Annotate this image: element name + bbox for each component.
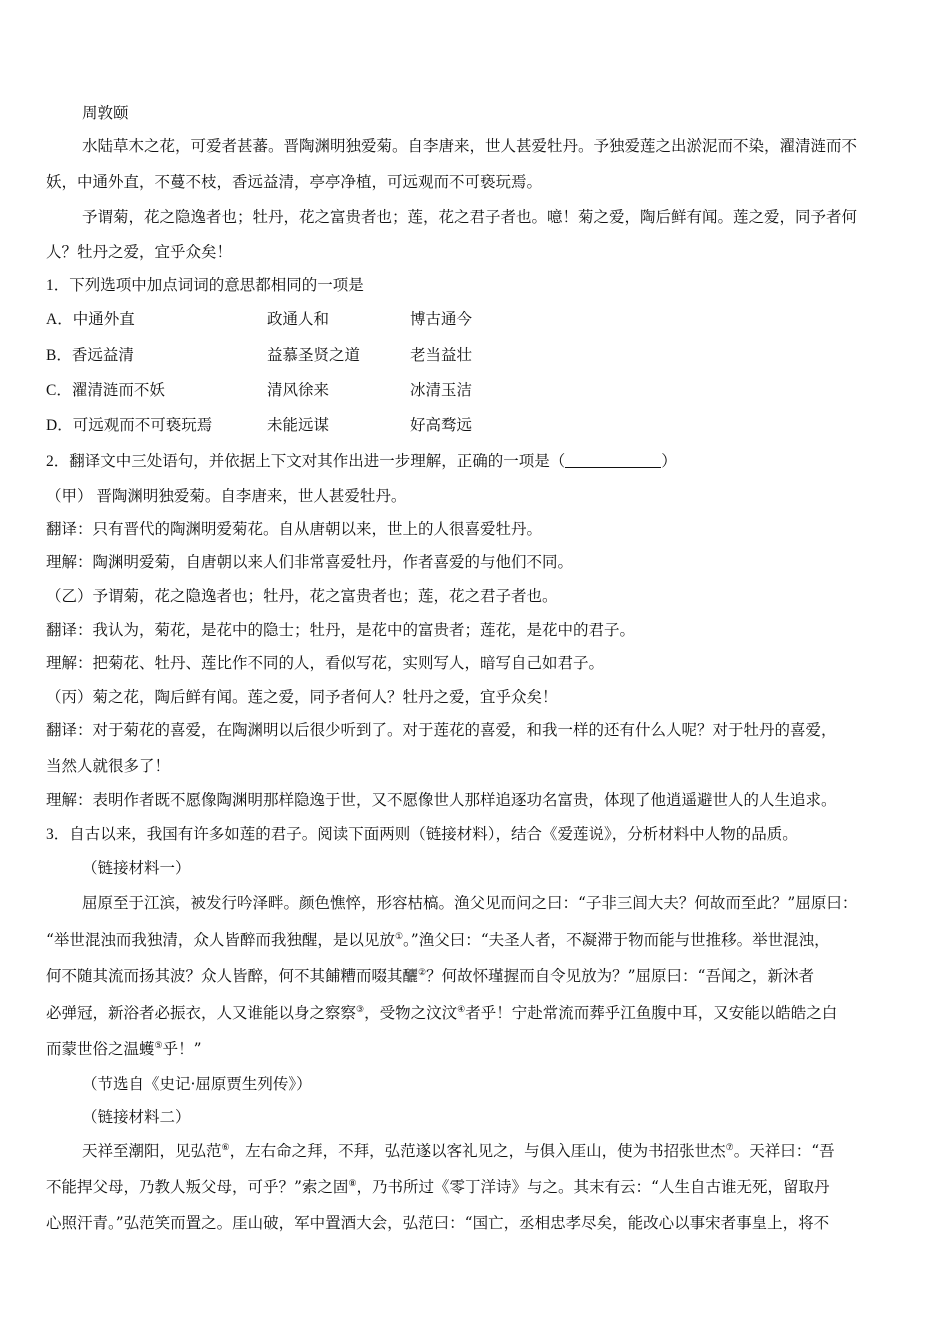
- question-3-stem: 3．自古以来，我国有许多如莲的君子。阅读下面两则（链接材料），结合《爱莲说》，分析材料中人物的品质。: [46, 826, 798, 843]
- q2-sentence-a: （甲） 晋陶渊明独爱菊。自李唐来，世人甚爱牡丹。: [46, 488, 407, 505]
- q2-translation-a: 翻译：只有晋代的陶渊明爱菊花。自从唐朝以来，世上的人很喜爱牡丹。: [46, 521, 543, 538]
- material-2-line: 天祥至潮阳，见弘范⑥，左右命之拜，不拜，弘范遂以客礼见之，与俱入厓山，使为书招张世杰⑦。天祥曰：“吾: [82, 1142, 835, 1160]
- poem-line: 妖，中通外直，不蔓不枝，香远益清，亭亭净植，可远观而不可亵玩焉。: [46, 173, 543, 191]
- answer-blank[interactable]: [565, 453, 661, 468]
- material-2-title: （链接材料二）: [82, 1108, 191, 1126]
- q2-understanding-c: 理解：表明作者既不愿像陶渊明那样隐逸于世，又不愿像世人那样追逐功名富贵，体现了他逍遥避世人的人生追求。: [46, 792, 837, 809]
- q2-translation-c: 翻译：对于菊花的喜爱，在陶渊明以后很少听到了。对于莲花的喜爱，和我一样的还有什么人呢？对于牡丹的喜爱，: [46, 722, 837, 739]
- q2-understanding-b: 理解：把菊花、牡丹、莲比作不同的人，看似写花，实则写人，暗写自己如君子。: [46, 655, 605, 672]
- q2-understanding-a: 理解：陶渊明爱菊，自唐朝以来人们非常喜爱牡丹，作者喜爱的与他们不同。: [46, 554, 574, 571]
- question-1-stem: 1．下列选项中加点词词的意思都相同的一项是: [46, 277, 364, 294]
- material-1-title: （链接材料一）: [82, 859, 191, 877]
- material-1-line: 何不随其流而扬其波？众人皆醉，何不其餔糟而啜其釃②？何故怀瑾握而自令见放为？”屈原曰：“吾闻之，新沐者: [46, 967, 814, 985]
- poem-line: 予谓菊，花之隐逸者也；牡丹，花之富贵者也；莲，花之君子者也。噫！菊之爱，陶后鲜有闻。莲之爱，同予者何: [82, 208, 858, 226]
- question-2-stem: 2．翻译文中三处语句，并依据上下文对其作出进一步理解，正确的一项是（ ）: [46, 453, 677, 470]
- material-2-line: 不能捍父母，乃教人叛父母，可乎？”索之固⑧，乃书所过《零丁洋诗》与之。其末有云：“人生自古谁无死，留取丹: [46, 1178, 830, 1196]
- document-page: 周敦颐 水陆草木之花，可爱者甚蕃。晋陶渊明独爱菊。自李唐来，世人甚爱牡丹。予独爱莲之出淤泥而不染，濯清涟而不 妖，中通外直，不蔓不枝，香远益清，亭亭净植，可远观而不可亵玩焉。 予谓菊，花之隐逸者也；牡丹，花之富贵者也；莲，花之君子者也。噫！菊之爱，陶后鲜有闻。莲之爱，同予者何 人？牡丹之爱，宜乎众矣！ 1．下列选项中加点词词的意思都相同的一项是 A．中通外直 政通人和 博古通今 B．香远益清 益慕圣贤之道 老当益壮 C．濯清涟而不妖 清风徐来 冰清玉洁 D．可远观而不可亵玩焉 未能远谋 好高骛远 2．翻译文中三处语句，并依据上下文对其作出进一步理解，正确的一项是（ ） （甲） 晋陶渊明独爱菊。自李唐来，世人甚爱牡丹。 翻译：只有晋代的陶渊明爱菊花。自从唐朝以来，世上的人很喜爱牡丹。 理解：陶渊明爱菊，自唐朝以来人们非常喜爱牡丹，作者喜爱的与他们不同。 （乙）予谓菊，花之隐逸者也；牡丹，花之富贵者也；莲，花之君子者也。 翻译：我认为，菊花，是花中的隐士；牡丹，是花中的富贵者；莲花，是花中的君子。 理解：把菊花、牡丹、莲比作不同的人，看似写花，实则写人，暗写自己如君子。 （丙）菊之花，陶后鲜有闻。莲之爱，同予者何人？牡丹之爱，宜乎众矣！ 翻译：对于菊花的喜爱，在陶渊明以后很少听到了。对于莲花的喜爱，和我一样的还有什么人呢？对于牡丹的喜爱， 当然人就很多了！ 理解：表明作者既不愿像陶渊明那样隐逸于世，又不愿像世人那样追逐功名富贵，体现了他逍遥避世人的人生追求。 3．自古以来，我国有许多如莲的君子。阅读下面两则（链接材料），结合《爱莲说》，分析材料中人物的品质。 （链接材料一） 屈原至于江滨，被发行吟泽畔。颜色憔悴，形容枯槁。渔父见而问之曰：“子非三闾大夫？何故而至此？”屈原曰： “举世混浊而我独清，众人皆醉而我独醒，是以见放①。”渔父曰：“夫圣人者，不凝滞于物而能与世推移。举世混浊， 何不随其流而扬其波？众人皆醉，何不其餔糟而啜其釃②？何故怀瑾握而自令见放为？”屈原曰：“吾闻之，新沐者 必弹冠，新浴者必振衣，人又谁能以身之察察③，受物之汶汶④者乎！宁赴常流而葬乎江鱼腹中耳，又安能以皓皓之白 而蒙世俗之温蠖⑤乎！” （节选自《史记·屈原贾生列传》） （链接材料二） 天祥至潮阳，见弘范⑥，左右命之拜，不拜，弘范遂以客礼见之，与俱入厓山，使为书招张世杰⑦。天祥曰：“吾 不能捍父母，乃教人叛父母，可乎？”索之固⑧，乃书所过《零丁洋诗》与之。其末有云：“人生自古谁无死，留取丹 心照汗青。”弘范笑而置之。厓山破，军中置酒大会，弘范曰：“国亡，丞相忠孝尽矣，能改心以事宋者事皇上，将不: [46, 104, 858, 1232]
- q2-sentence-c: （丙）菊之花，陶后鲜有闻。莲之爱，同予者何人？牡丹之爱，宜乎众矣！: [46, 689, 558, 706]
- material-1-source: （节选自《史记·屈原贾生列传》）: [82, 1075, 312, 1093]
- q2-translation-b: 翻译：我认为，菊花，是花中的隐士；牡丹，是花中的富贵者；莲花，是花中的君子。: [46, 622, 636, 639]
- q2-sentence-b: （乙）予谓菊，花之隐逸者也；牡丹，花之富贵者也；莲，花之君子者也。: [46, 588, 558, 605]
- material-1-line: 必弹冠，新浴者必振衣，人又谁能以身之察察③，受物之汶汶④者乎！宁赴常流而葬乎江鱼腹中耳，又安能以皓皓之白: [46, 1004, 838, 1022]
- material-1-line: “举世混浊而我独清，众人皆醉而我独醒，是以见放①。”渔父曰：“夫圣人者，不凝滞于物而能与世推移。举世混浊，: [46, 931, 830, 949]
- poem-line: 水陆草木之花，可爱者甚蕃。晋陶渊明独爱菊。自李唐来，世人甚爱牡丹。予独爱莲之出淤泥而不染，濯清涟而不: [82, 137, 858, 155]
- poem-line: 人？牡丹之爱，宜乎众矣！: [46, 243, 233, 261]
- q2-translation-c-cont: 当然人就很多了！: [46, 758, 171, 775]
- material-1-line: 而蒙世俗之温蠖⑤乎！”: [46, 1040, 202, 1058]
- poem-author: 周敦颐: [82, 104, 129, 122]
- material-1-line: 屈原至于江滨，被发行吟泽畔。颜色憔悴，形容枯槁。渔父见而问之曰：“子非三闾大夫？何故而至此？”屈原曰：: [82, 894, 858, 912]
- material-2-line: 心照汗青。”弘范笑而置之。厓山破，军中置酒大会，弘范曰：“国亡，丞相忠孝尽矣，能改心以事宋者事皇上，将不: [46, 1214, 830, 1232]
